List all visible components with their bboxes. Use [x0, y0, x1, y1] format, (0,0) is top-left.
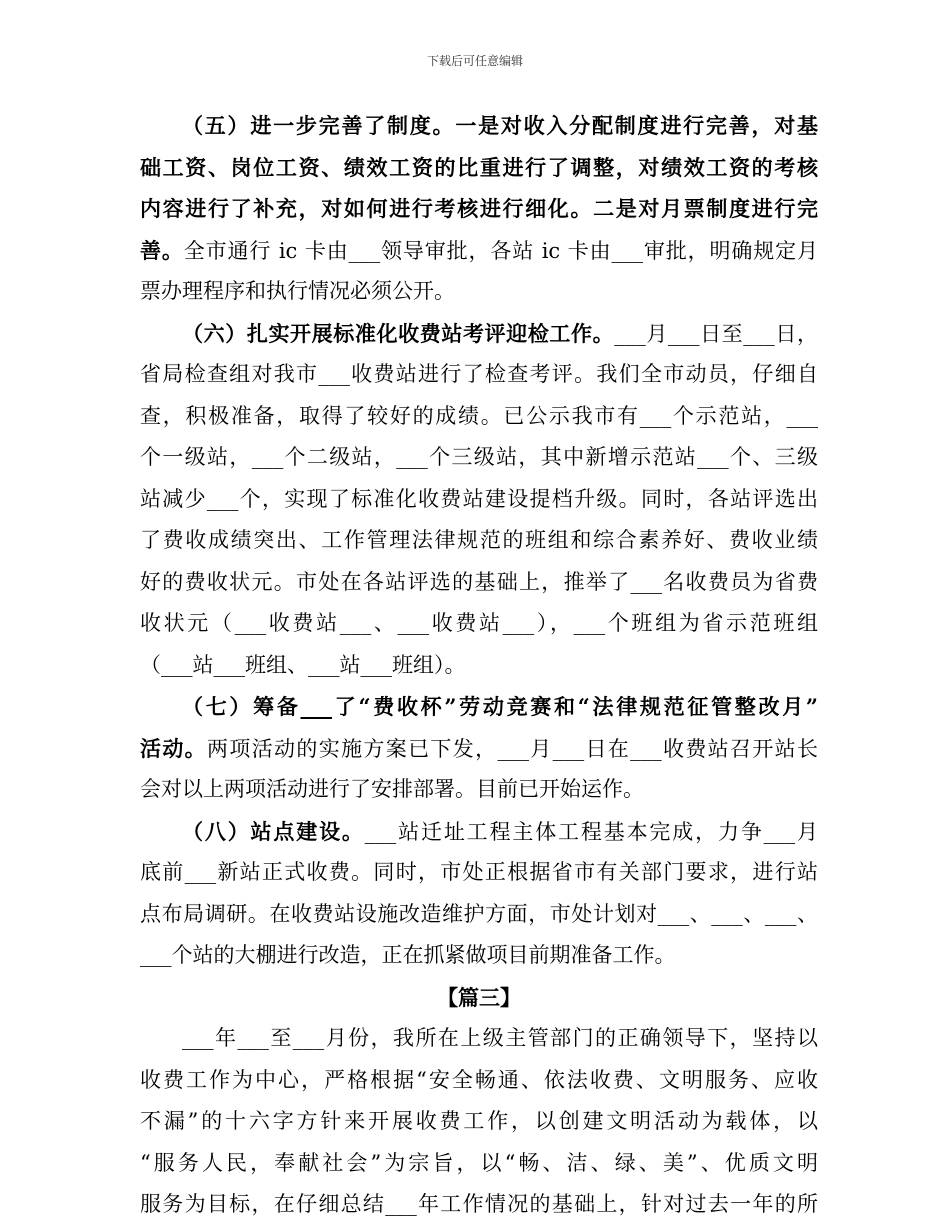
text-segment: ___年___至___月份，我所在上级主管部门的正确领导下，坚持以: [182, 1026, 818, 1050]
text-segment: 【篇三】: [437, 984, 521, 1010]
text-segment: 票办理程序和执行情况必须公开。: [140, 279, 455, 303]
text-line: [140, 894, 818, 936]
text-line: [140, 230, 818, 272]
text-line: [140, 354, 818, 396]
text-segment: 会对以上两项活动进行了安排部署。目前已开始运作。: [140, 777, 644, 801]
text-segment: ___站迁址工程主体工程基本完成，力争___月: [364, 819, 818, 844]
text-line: [140, 769, 818, 811]
text-segment: 收费工作为中心，严格根据“安全畅通、依法收费、文明服务、应收: [140, 1067, 818, 1092]
text-segment: （五）进一步完善了制度。一是对收入分配制度进行完善，对基: [182, 113, 818, 138]
text-segment: 内容进行了补充，对如何进行考核进行细化。二是对月票制度进行完: [140, 196, 818, 221]
text-line: [140, 728, 818, 770]
text-segment: 个一级站，___个二级站，___个三级站，其中新增示范站___个、三级: [140, 445, 818, 469]
text-segment: 查，积极准备，取得了较好的成绩。已公示我市有___个示范站，___: [140, 403, 818, 428]
text-segment: （八）站点建设。: [182, 818, 365, 844]
text-segment: 点布局调研。在收费站设施改造维护方面，市处计划对___、___、___、: [140, 901, 818, 926]
text-line: [140, 1018, 818, 1060]
document-body: [140, 105, 818, 1226]
text-segment: 两项活动的实施方案已下发，___月___日在___收费站召开站长: [207, 736, 818, 761]
text-segment: （七）筹备___了“费收杯”劳动竞赛和“法律规范征管整改月”: [182, 694, 818, 719]
text-segment: ___月___日至___日，: [614, 321, 818, 346]
text-segment: 全市通行 ic 卡由___领导审批，各站 ic 卡由___审批，明确规定月: [183, 238, 818, 263]
text-segment: 不漏”的十六字方针来开展收费工作，以创建文明活动为载体，以: [140, 1109, 818, 1133]
text-segment: 底前___新站正式收费。同时，市处正根据省市有关部门要求，进行站: [140, 860, 818, 884]
text-line: [140, 645, 818, 687]
text-segment: 好的费收状元。市处在各站评选的基础上，推举了___名收费员为省费: [140, 569, 818, 594]
text-line: [140, 313, 818, 355]
section-title: [140, 977, 818, 1019]
text-line: [140, 188, 818, 230]
text-segment: 础工资、岗位工资、绩效工资的比重进行了调整，对绩效工资的考核: [140, 154, 818, 180]
text-line: [140, 147, 818, 189]
text-line: [140, 105, 818, 147]
text-segment: （六）扎实开展标准化收费站考评迎检工作。: [182, 320, 615, 346]
text-segment: 活动。: [140, 735, 208, 761]
text-line: [140, 686, 818, 728]
text-line: [140, 396, 818, 438]
text-line: [140, 1101, 818, 1143]
text-line: [140, 479, 818, 521]
text-line: [140, 811, 818, 853]
text-segment: 了费收成绩突出、工作管理法律规范的班组和综合素养好、费收业绩: [140, 528, 818, 552]
text-line: [140, 935, 818, 977]
text-segment: ___个站的大棚进行改造，正在抓紧做项目前期准备工作。: [140, 943, 676, 967]
text-segment: 站减少___个，实现了标准化收费站建设提档升级。同时，各站评选出: [140, 486, 818, 511]
text-segment: 善。: [140, 237, 184, 263]
text-segment: 收状元（___收费站___、___收费站___），___个班组为省示范班组: [140, 611, 818, 635]
text-segment: 服务为目标，在仔细总结___年工作情况的基础上，针对过去一年的所: [140, 1192, 818, 1216]
text-line: [140, 271, 818, 313]
page-header: 下载后可任意编辑: [426, 54, 523, 68]
text-line: [140, 852, 818, 894]
text-line: [140, 520, 818, 562]
text-line: [140, 437, 818, 479]
text-line: [140, 603, 818, 645]
text-line: [140, 1143, 818, 1185]
text-segment: 省局检查组对我市___收费站进行了检查考评。我们全市动员，仔细自: [140, 362, 818, 386]
text-segment: （___站___班组、___站___班组）。: [140, 652, 466, 677]
text-segment: “服务人民，奉献社会”为宗旨，以“畅、洁、绿、美”、优质文明: [140, 1150, 818, 1175]
text-line: [140, 1060, 818, 1102]
text-line: [140, 562, 818, 604]
text-line: [140, 1184, 818, 1226]
